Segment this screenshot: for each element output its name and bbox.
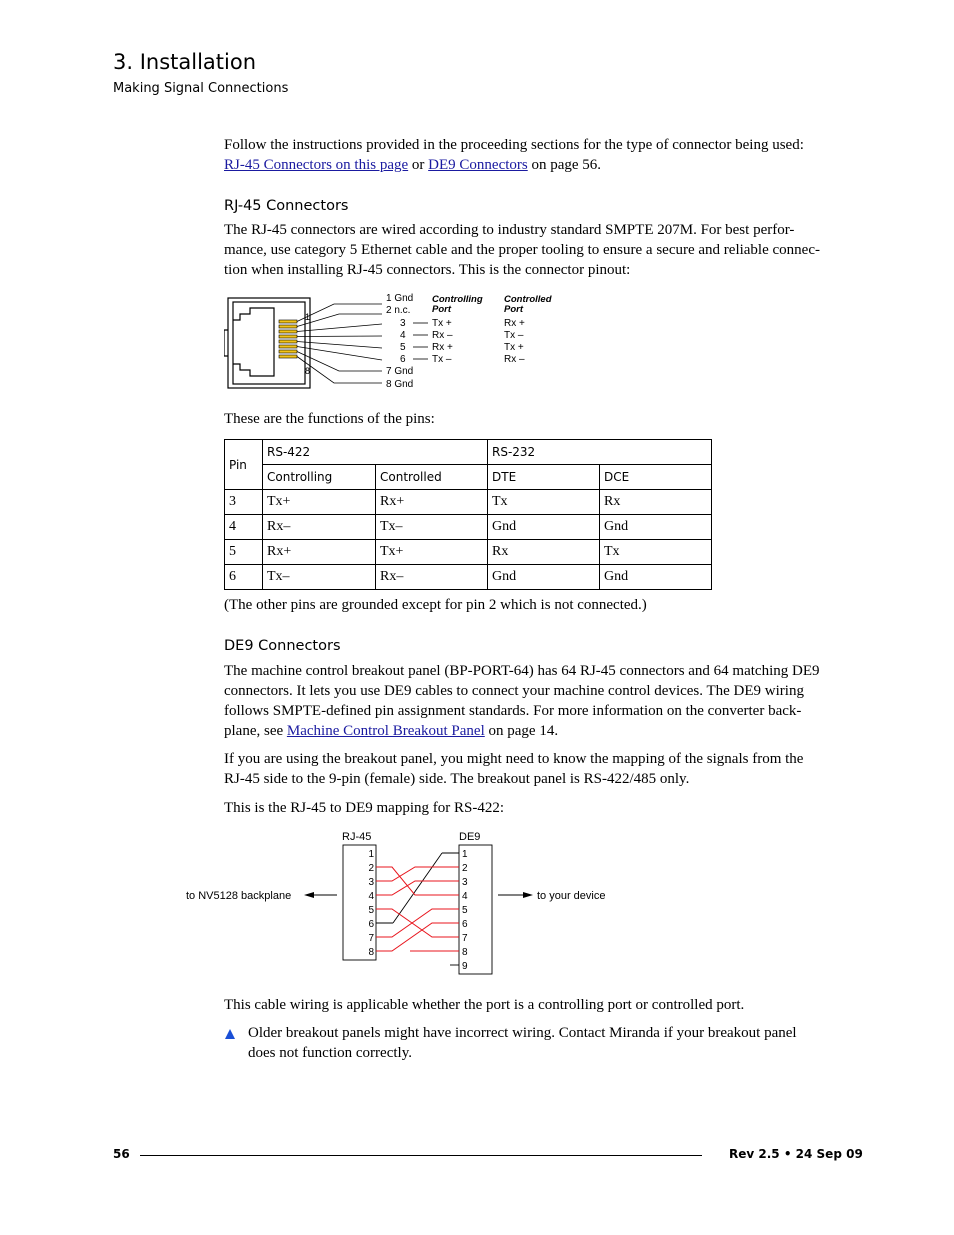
right-arrow-icon: [498, 892, 533, 898]
rj45-de9-mapping-diagram: [180, 826, 630, 978]
rs232-header: RS-232: [488, 440, 712, 465]
de9-p1-line-1: The machine control breakout panel (BP-PORT-64) has 64 RJ-45 connectors and 64 matching DE9: [224, 663, 820, 679]
controlling-port-header-1: Controlling: [432, 294, 483, 305]
intro-paragraph: [224, 135, 844, 175]
rj45-pinout-diagram: [224, 290, 564, 395]
de9-pin: 2: [462, 863, 468, 874]
rj45-heading: RJ-45 Connectors: [224, 198, 349, 214]
chapter-title: 3. Installation: [113, 50, 257, 74]
de9-paragraph-1: [224, 661, 844, 741]
controlled-5: Tx +: [504, 342, 524, 353]
rj45-pin: 4: [368, 891, 374, 902]
table-row: [225, 490, 712, 515]
table-row: [225, 540, 712, 565]
de9-side-label: DE9: [459, 831, 481, 843]
rj45-pin: 3: [368, 877, 374, 888]
rj45-pin: 1: [368, 849, 374, 860]
de9-p2-line-2: RJ-45 side to the 9-pin (female) side. The breakout panel is RS-422/485 only.: [224, 771, 690, 787]
de9-pin: 7: [462, 933, 468, 944]
de9-p1-after: on page 14.: [484, 723, 559, 739]
rj45-contacts: [279, 320, 297, 358]
de9-heading: DE9 Connectors: [224, 638, 341, 654]
rj45-line-1: The RJ-45 connectors are wired according to industry standard SMPTE 207M. For best perfor-: [224, 222, 795, 238]
table-subheader-row: [225, 465, 712, 490]
controlling-header: Controlling: [263, 465, 376, 490]
rj45-line-2: mance, use category 5 Ethernet cable and the proper tooling to ensure a secure and reliable connec-: [224, 242, 820, 258]
controlling-4: Rx –: [432, 330, 453, 341]
rj45-paragraph: [224, 220, 844, 280]
controlled-6: Rx –: [504, 354, 525, 365]
table-cell: Gnd: [600, 565, 712, 590]
closing-paragraph: This cable wiring is applicable whether the port is a controlling port or controlled port.: [224, 997, 745, 1013]
de9-pin: 8: [462, 947, 468, 958]
rs422-header: RS-422: [263, 440, 488, 465]
link-de9-connectors[interactable]: DE9 Connectors: [428, 157, 528, 173]
section-subtitle: Making Signal Connections: [113, 81, 289, 96]
pin-5-label: 5: [400, 342, 406, 353]
de9-p1-line-4: [224, 721, 844, 741]
link-machine-control-breakout-panel[interactable]: Machine Control Breakout Panel: [286, 723, 485, 739]
signal-wires: [376, 867, 459, 951]
rj45-side-label: RJ-45: [342, 831, 372, 843]
table-cell: Gnd: [488, 565, 600, 590]
intro-after: on page 56.: [527, 157, 602, 173]
pin-8-label: 8 Gnd: [386, 379, 414, 390]
table-cell: Tx: [488, 490, 600, 515]
grounding-note: (The other pins are grounded except for pin 2 which is not connected.): [224, 597, 647, 613]
de9-paragraph-2: [224, 749, 844, 789]
rj45-pin: 2: [368, 863, 374, 874]
rj45-pin: 7: [368, 933, 374, 944]
rj45-pin: 5: [368, 905, 374, 916]
table-cell: 4: [225, 515, 263, 540]
table-cell: Rx: [600, 490, 712, 515]
controlled-port-header-1: Controlled: [504, 294, 552, 305]
table-cell: 5: [225, 540, 263, 565]
right-arrow-label: to your device: [537, 890, 606, 902]
pin-2-label: 2 n.c.: [386, 305, 411, 316]
pin-header: Pin: [225, 440, 263, 490]
intro-line-2: [224, 155, 844, 175]
table-cell: Rx+: [263, 540, 376, 565]
warning-triangle-icon: [224, 1028, 236, 1040]
table-cell: Rx: [488, 540, 600, 565]
pin-functions-table: [224, 439, 712, 590]
de9-pin: 4: [462, 891, 468, 902]
intro-line-1: Follow the instructions provided in the proceeding sections for the type of connector being used:: [224, 137, 804, 153]
pin-6-label: 6: [400, 354, 406, 365]
table-cell: Rx–: [263, 515, 376, 540]
left-arrow-label: to NV5128 backplane: [186, 890, 292, 902]
warning-note: [248, 1023, 848, 1063]
intro-or: or: [408, 157, 429, 173]
table-row: [225, 565, 712, 590]
controlled-4: Tx –: [504, 330, 524, 341]
functions-intro: These are the functions of the pins:: [224, 411, 435, 427]
pin-1-label: 1 Gnd: [386, 293, 414, 304]
de9-pin: 1: [462, 849, 468, 860]
table-cell: Tx+: [376, 540, 488, 565]
table-cell: 6: [225, 565, 263, 590]
controlling-port-header-2: Port: [432, 304, 451, 315]
controlled-port-header-2: Port: [504, 304, 523, 315]
rj45-pin: 6: [368, 919, 374, 930]
dte-header: DTE: [488, 465, 600, 490]
de9-p2-line-1: If you are using the breakout panel, you might need to know the mapping of the signals from the: [224, 751, 804, 767]
footer-revision: Rev 2.5 • 24 Sep 09: [729, 1147, 863, 1161]
pin-7-label: 7 Gnd: [386, 366, 414, 377]
warning-line-1: Older breakout panels might have incorrect wiring. Contact Miranda if your breakout panel: [248, 1025, 797, 1041]
de9-pin: 6: [462, 919, 468, 930]
table-cell: Rx–: [376, 565, 488, 590]
table-cell: Tx: [600, 540, 712, 565]
controlled-header: Controlled: [376, 465, 488, 490]
table-cell: Rx+: [376, 490, 488, 515]
de9-pin: 3: [462, 877, 468, 888]
mapping-intro: This is the RJ-45 to DE9 mapping for RS-422:: [224, 800, 504, 816]
warning-line-2: does not function correctly.: [248, 1045, 412, 1061]
footer-rule: [140, 1155, 702, 1156]
pin-4-label: 4: [400, 330, 406, 341]
table-cell: Gnd: [600, 515, 712, 540]
de9-p1-line-2: connectors. It lets you use DE9 cables to connect your machine control devices. The DE9 wiring: [224, 683, 804, 699]
table-cell: Tx–: [376, 515, 488, 540]
rj45-line-3: tion when installing RJ-45 connectors. This is the connector pinout:: [224, 262, 631, 278]
de9-pin: 9: [462, 961, 468, 972]
link-rj45-connectors[interactable]: RJ-45 Connectors on this page: [224, 157, 409, 173]
left-arrow-icon: [304, 892, 337, 898]
de9-p1-line-3: follows SMPTE-defined pin assignment standards. For more information on the converter back-: [224, 703, 802, 719]
footer-page-number: 56: [113, 1147, 130, 1161]
rj45-pin-top: 1: [305, 312, 311, 322]
controlled-3: Rx +: [504, 318, 525, 329]
rj45-pin-bottom: 8: [305, 366, 311, 376]
table-row: [225, 515, 712, 540]
table-cell: Tx+: [263, 490, 376, 515]
rj45-pin: 8: [368, 947, 374, 958]
controlling-5: Rx +: [432, 342, 453, 353]
dce-header: DCE: [600, 465, 712, 490]
de9-pin: 5: [462, 905, 468, 916]
de9-p1-before: plane, see: [224, 723, 287, 739]
table-header-row: [225, 440, 712, 465]
pin-3-label: 3: [400, 318, 406, 329]
table-cell: 3: [225, 490, 263, 515]
controlling-3: Tx +: [432, 318, 452, 329]
controlling-6: Tx –: [432, 354, 452, 365]
table-cell: Gnd: [488, 515, 600, 540]
table-cell: Tx–: [263, 565, 376, 590]
